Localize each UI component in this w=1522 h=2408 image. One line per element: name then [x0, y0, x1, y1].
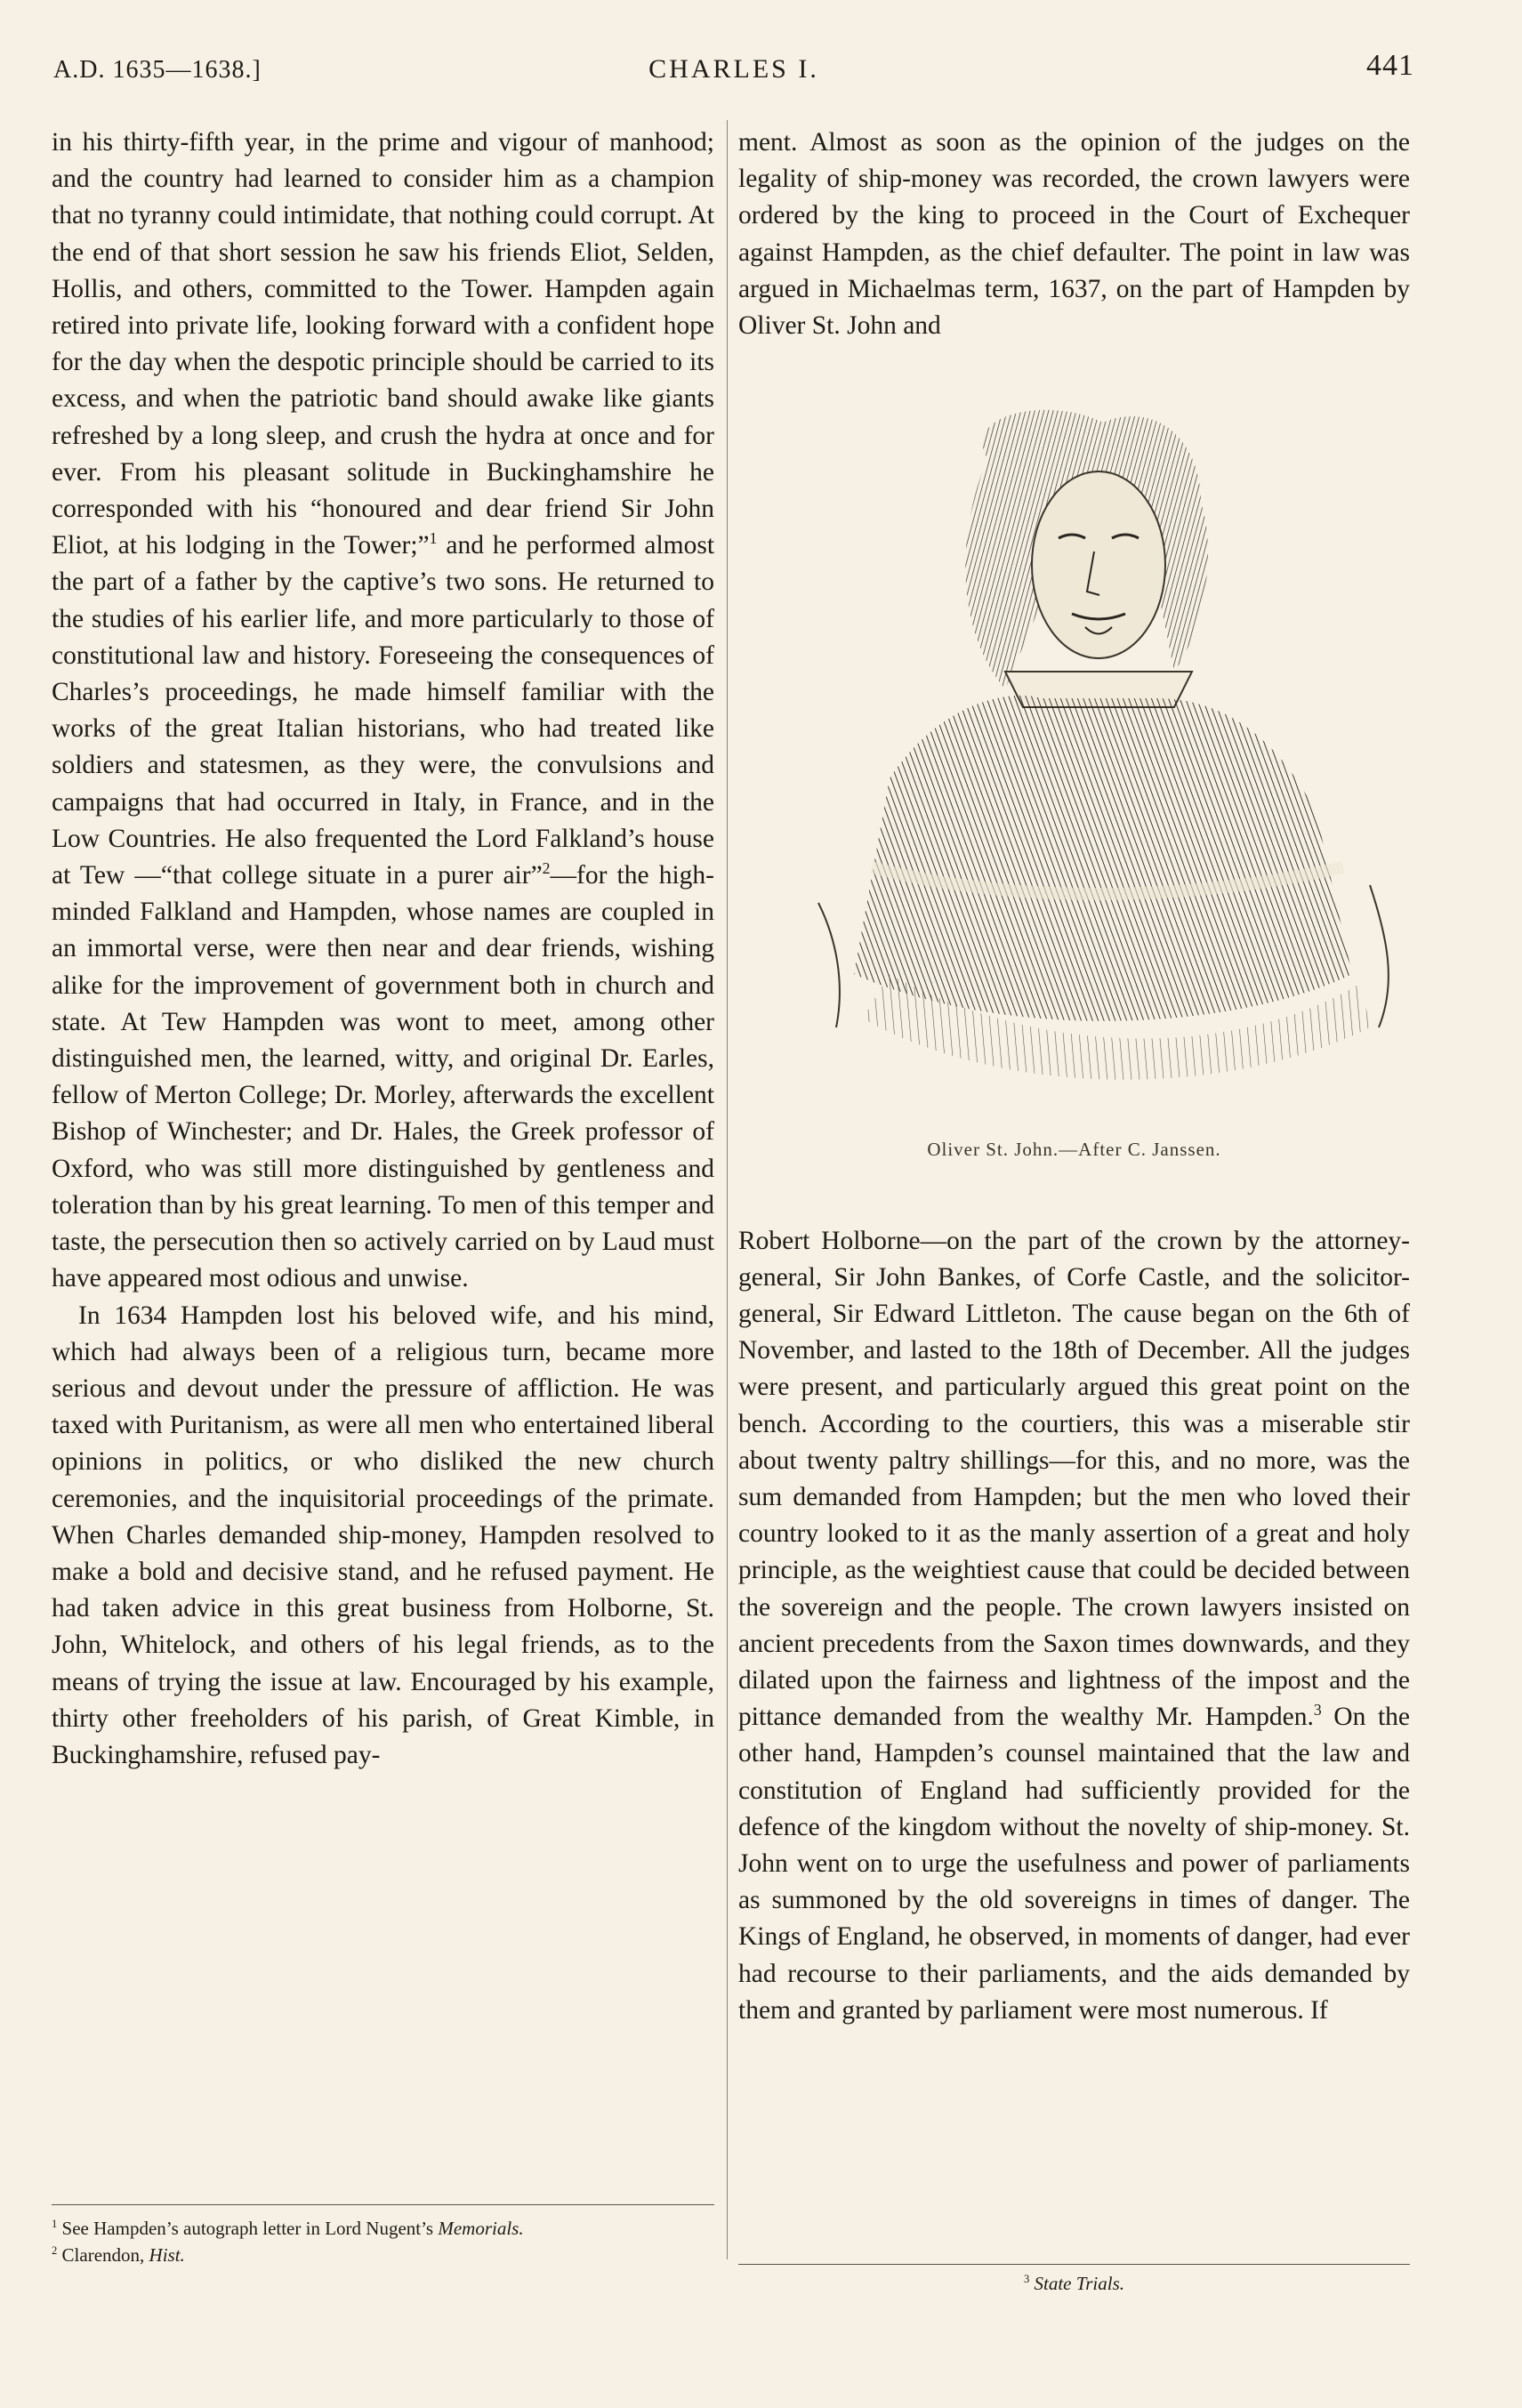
footnote-1: [52, 2215, 714, 2242]
right-column-bottom: [738, 1196, 1410, 2055]
footnote-ref-3: 3: [1313, 1701, 1322, 1719]
left-paragraph-2: In 1634 Hampden lost his beloved wife, and his mind, which had always been of a religious turn, became more serious and devout under the pressure of affliction. He was taxed with Puritanism, as were all men who entertained liberal opinions in politics, or who disliked the new church ceremonies, and the inquisitorial proceedings of the primate. When Charles demanded ship-money, Hampden resolved to make a bold and decisive stand, and he refused payment. He had taken advice in this great business from Holborne, St. John, Whitelock, and others of his legal friends, as to the means of trying the issue at law. Encouraged by his example, thirty other freeholders of his parish, of Great Kimble, in Buckinghamshire, refused pay-: [52, 1301, 714, 1769]
header-date-range: A.D. 1635—1638.]: [53, 56, 262, 84]
footnote-2-mark: 2: [52, 2244, 58, 2257]
footnote-rule-left: [52, 2204, 714, 2205]
footnote-2-title: Hist.: [149, 2244, 185, 2266]
column-divider: [727, 120, 728, 2259]
right-paragraph-bottom: [738, 1223, 1410, 2029]
left-p1-text: in his thirty-fifth year, in the prime and vigour of manhood; and the country had learned to consider him as a champion that no tyranny could intimidate, that nothing could corrupt. At the end of that short session he saw his friends Eliot, Selden, Hollis, and others, committed to the Tower. Hampden again retired into private life, looking forward with a confident hope for the day when the despotic principle should be carried to its excess, and when the patriotic band should awake like giants refreshed by a long sleep, and crush the hydra at once and for ever. From his pleasant solitude in Buckinghamshire he corresponded with his “honoured and dear friend Sir John Eliot, at his lodging in the Tower;”: [52, 128, 714, 560]
footnote-3-mark: 3: [1023, 2273, 1030, 2285]
footnote-3-title: State Trials.: [1034, 2273, 1125, 2294]
right-paragraph-top: ment. Almost as soon as the opinion of the judges on the legality of ship-money was recorded, the crown lawyers were ordered by the king to proceed in the Court of Exchequer against Hampden, as the chief defaulter. The point in law was argued in Michaelmas term, 1637, on the part of Hampden by Oliver St. John and: [738, 128, 1410, 341]
portrait-illustration: [783, 405, 1405, 1116]
right-bottom-text-b: On the other hand, Hampden’s counsel maintained that the law and constitution of England had sufficiently provided for the defence of the kingdom without the novelty of ship-money. St. John went on to urge the usefulness and power of parliaments as summoned by the old sovereigns in times of danger. The Kings of England, he observed, in moments of danger, had ever had recourse to their parliaments, and the aids demanded by them and granted by parliament were most numerous. If: [738, 1703, 1411, 2025]
left-p1b-text: and he performed almost the part of a father by the captive’s two sons. He returned to the studies of his earlier life, and more particularly to those of constitutional law and history. Foreseeing the consequences of Charles’s proceedings, he made himself familiar with the works of the great Italian historians, who had treated like soldiers and statesmen, as they were, the convulsions and campaigns that had occurred in Italy, in France, and in the Low Countries. He also frequented the Lord Falkland’s house at Tew —“that college situate in a purer air”: [52, 531, 715, 890]
portrait-caption: Oliver St. John.—After C. Janssen.: [927, 1139, 1221, 1160]
footnote-1-mark: 1: [52, 2218, 58, 2230]
footnote-ref-1: 1: [429, 529, 438, 548]
left-p1c-text: —for the high-minded Falkland and Hampden, whose names are coupled in an immortal verse, were then near and dear friends, wishing alike for the improvement of government both in church and state. At Tew Hampden was wont to meet, among other distinguished men, the learned, witty, and original Dr. Earles, fellow of Merton College; Dr. Morley, afterwards the excellent Bishop of Winchester; and Dr. Hales, the Greek professor of Oxford, who was still more distinguished by gentleness and toleration than by his great learning. To men of this temper and taste, the persecution then so actively carried on by Laud must have appeared most odious and unwise.: [52, 861, 714, 1293]
right-column-top: [738, 125, 1410, 344]
footnote-rule-right: [738, 2264, 1410, 2265]
footnote-2: [52, 2242, 714, 2268]
running-header: [53, 49, 1414, 93]
left-column: [52, 125, 714, 2224]
footnotes-left: [52, 2215, 714, 2268]
left-paragraph-1: [52, 125, 714, 1298]
footnote-3: [738, 2273, 1410, 2295]
footnote-2-text: Clarendon,: [57, 2244, 149, 2266]
footnotes-right: [738, 2273, 1410, 2295]
header-running-title: CHARLES I.: [648, 54, 819, 84]
right-bottom-text-a: Robert Holborne—on the part of the crown by the attorney-general, Sir John Bankes, of Corfe Castle, and the solicitor-general, Sir Edward Littleton. The cause began on the 6th of November, and lasted to the 18th of December. All the judges were present, and particularly argued this great point on the bench. According to the courtiers, this was a miserable stir about twenty paltry shillings—for this, and no more, was the sum demanded from Hampden; but the men who loved their country looked to it as the manly assertion of a great and holy principle, as the weightiest cause that could be decided between the sovereign and the people. The crown lawyers insisted on ancient precedents from the Saxon times downwards, and they dilated upon the fairness and lightness of the impost and the pittance demanded from the wealthy Mr. Hampden.: [738, 1226, 1410, 1732]
footnote-1-text: See Hampden’s autograph letter in Lord Nugent’s: [57, 2218, 439, 2239]
footnote-ref-2: 2: [542, 859, 551, 878]
footnote-1-title: Memorials.: [438, 2218, 524, 2239]
portrait-engraving: [783, 405, 1405, 1116]
page-number: 441: [1366, 49, 1414, 82]
